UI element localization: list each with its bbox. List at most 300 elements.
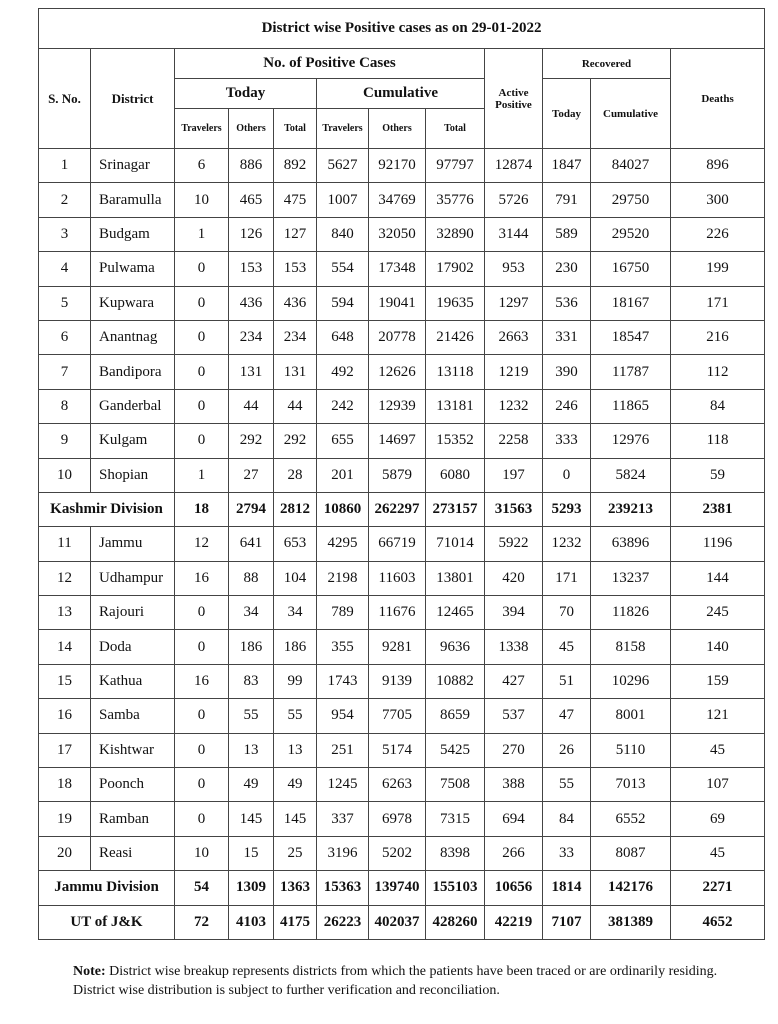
cell-active: 31563 (485, 492, 543, 526)
cell-td-trav: 0 (175, 252, 229, 286)
cell-cu-oth: 9281 (369, 630, 426, 664)
cell-district: Srinagar (91, 149, 175, 183)
cell-cu-oth: 6263 (369, 768, 426, 802)
header-today: Today (175, 79, 317, 109)
cell-district: Udhampur (91, 561, 175, 595)
cell-rec-cum: 13237 (591, 561, 671, 595)
cell-td-trav: 18 (175, 492, 229, 526)
cell-cu-oth: 262297 (369, 492, 426, 526)
cell-cu-oth: 19041 (369, 286, 426, 320)
note-label: Note: (73, 964, 106, 979)
table-row (39, 424, 765, 458)
table-row (39, 458, 765, 492)
cell-cu-trav: 5627 (317, 149, 369, 183)
cell-td-oth: 34 (229, 596, 274, 630)
cell-deaths: 300 (671, 183, 765, 217)
division-row (39, 492, 765, 526)
cell-cu-oth: 402037 (369, 905, 426, 939)
cell-td-oth: 1309 (229, 871, 274, 905)
table-row (39, 768, 765, 802)
division-row (39, 871, 765, 905)
cell-deaths: 2381 (671, 492, 765, 526)
cell-sno: 7 (39, 355, 91, 389)
cell-rec-cum: 8087 (591, 836, 671, 870)
cell-td-tot: 28 (274, 458, 317, 492)
cell-td-tot: 653 (274, 527, 317, 561)
cell-district: Ganderbal (91, 389, 175, 423)
table-row (39, 149, 765, 183)
cell-sno: 5 (39, 286, 91, 320)
cell-cu-trav: 655 (317, 424, 369, 458)
cell-active: 1338 (485, 630, 543, 664)
cell-rec-today: 84 (543, 802, 591, 836)
cell-rec-today: 333 (543, 424, 591, 458)
cell-deaths: 4652 (671, 905, 765, 939)
cell-td-oth: 44 (229, 389, 274, 423)
header-recovered-cumulative: Cumulative (591, 79, 671, 149)
cell-td-tot: 34 (274, 596, 317, 630)
table-row (39, 596, 765, 630)
cell-deaths: 121 (671, 699, 765, 733)
cell-td-oth: 145 (229, 802, 274, 836)
header-cumulative-others: Others (369, 109, 426, 149)
cell-sno: 12 (39, 561, 91, 595)
cell-td-trav: 1 (175, 217, 229, 251)
cell-td-trav: 1 (175, 458, 229, 492)
cell-sno: 6 (39, 320, 91, 354)
header-district: District (91, 49, 175, 149)
table-row (39, 286, 765, 320)
cell-cu-oth: 32050 (369, 217, 426, 251)
cell-active: 42219 (485, 905, 543, 939)
cell-rec-today: 47 (543, 699, 591, 733)
cell-active: 1219 (485, 355, 543, 389)
cell-rec-cum: 8158 (591, 630, 671, 664)
cell-cu-oth: 66719 (369, 527, 426, 561)
cell-deaths: 107 (671, 768, 765, 802)
cell-deaths: 245 (671, 596, 765, 630)
cell-td-oth: 126 (229, 217, 274, 251)
header-today-travelers: Travelers (175, 109, 229, 149)
cell-td-trav: 0 (175, 424, 229, 458)
cell-sno: 20 (39, 836, 91, 870)
cell-active: 694 (485, 802, 543, 836)
table-row (39, 217, 765, 251)
cell-rec-today: 331 (543, 320, 591, 354)
cell-cu-trav: 242 (317, 389, 369, 423)
cell-rec-cum: 11826 (591, 596, 671, 630)
cell-rec-cum: 11787 (591, 355, 671, 389)
cell-cu-tot: 6080 (426, 458, 485, 492)
positive-cases-table (38, 8, 765, 940)
cell-cu-oth: 34769 (369, 183, 426, 217)
cell-cu-oth: 12626 (369, 355, 426, 389)
table-body (39, 149, 765, 940)
cell-rec-cum: 16750 (591, 252, 671, 286)
report-page (38, 8, 764, 940)
cell-cu-oth: 6978 (369, 802, 426, 836)
cell-rec-cum: 6552 (591, 802, 671, 836)
cell-active: 12874 (485, 149, 543, 183)
cell-sno: 16 (39, 699, 91, 733)
cell-cu-trav: 1245 (317, 768, 369, 802)
cell-td-oth: 186 (229, 630, 274, 664)
cell-rec-cum: 18167 (591, 286, 671, 320)
cell-cu-tot: 19635 (426, 286, 485, 320)
cell-td-oth: 436 (229, 286, 274, 320)
cell-cu-oth: 20778 (369, 320, 426, 354)
cell-rec-cum: 29520 (591, 217, 671, 251)
cell-td-trav: 16 (175, 664, 229, 698)
cell-td-oth: 13 (229, 733, 274, 767)
cell-cu-oth: 9139 (369, 664, 426, 698)
cell-rec-today: 70 (543, 596, 591, 630)
cell-cu-trav: 789 (317, 596, 369, 630)
cell-rec-cum: 29750 (591, 183, 671, 217)
header-today-others: Others (229, 109, 274, 149)
table-row (39, 527, 765, 561)
cell-cu-trav: 1007 (317, 183, 369, 217)
cell-active: 394 (485, 596, 543, 630)
cell-td-tot: 292 (274, 424, 317, 458)
cell-sno: 18 (39, 768, 91, 802)
cell-deaths: 59 (671, 458, 765, 492)
cell-deaths: 45 (671, 836, 765, 870)
cell-cu-tot: 12465 (426, 596, 485, 630)
cell-rec-cum: 84027 (591, 149, 671, 183)
cell-td-oth: 2794 (229, 492, 274, 526)
cell-td-tot: 1363 (274, 871, 317, 905)
cell-td-tot: 55 (274, 699, 317, 733)
cell-rec-cum: 239213 (591, 492, 671, 526)
cell-td-tot: 44 (274, 389, 317, 423)
cell-deaths: 69 (671, 802, 765, 836)
cell-cu-tot: 32890 (426, 217, 485, 251)
cell-district: Rajouri (91, 596, 175, 630)
cell-td-oth: 886 (229, 149, 274, 183)
cell-district: Pulwama (91, 252, 175, 286)
cell-cu-trav: 201 (317, 458, 369, 492)
cell-cu-trav: 648 (317, 320, 369, 354)
header-active-positive: Active Positive (485, 49, 543, 149)
cell-cu-tot: 97797 (426, 149, 485, 183)
cell-td-tot: 131 (274, 355, 317, 389)
cell-sno: 4 (39, 252, 91, 286)
cell-td-trav: 10 (175, 836, 229, 870)
cell-active: 953 (485, 252, 543, 286)
cell-cu-oth: 7705 (369, 699, 426, 733)
cell-rec-today: 246 (543, 389, 591, 423)
cell-district: Kathua (91, 664, 175, 698)
header-cumulative-travelers: Travelers (317, 109, 369, 149)
ut-total-row (39, 905, 765, 939)
table-row (39, 252, 765, 286)
cell-rec-cum: 8001 (591, 699, 671, 733)
cell-district: Budgam (91, 217, 175, 251)
cell-td-trav: 0 (175, 320, 229, 354)
header-cumulative-total: Total (426, 109, 485, 149)
cell-active: 420 (485, 561, 543, 595)
cell-cu-trav: 10860 (317, 492, 369, 526)
cell-district: Shopian (91, 458, 175, 492)
cell-cu-tot: 35776 (426, 183, 485, 217)
cell-td-oth: 88 (229, 561, 274, 595)
cell-sno: 1 (39, 149, 91, 183)
cell-sno: 17 (39, 733, 91, 767)
cell-cu-oth: 17348 (369, 252, 426, 286)
cell-rec-cum: 10296 (591, 664, 671, 698)
cell-rec-today: 55 (543, 768, 591, 802)
cell-td-tot: 104 (274, 561, 317, 595)
header-cumulative: Cumulative (317, 79, 485, 109)
cell-active: 1232 (485, 389, 543, 423)
cell-td-oth: 49 (229, 768, 274, 802)
cell-sno: 10 (39, 458, 91, 492)
table-row (39, 561, 765, 595)
cell-deaths: 226 (671, 217, 765, 251)
cell-cu-oth: 12939 (369, 389, 426, 423)
cell-deaths: 159 (671, 664, 765, 698)
cell-cu-tot: 5425 (426, 733, 485, 767)
cell-cu-trav: 594 (317, 286, 369, 320)
table-row (39, 630, 765, 664)
cell-td-tot: 13 (274, 733, 317, 767)
cell-deaths: 199 (671, 252, 765, 286)
cell-td-trav: 0 (175, 699, 229, 733)
cell-rec-cum: 63896 (591, 527, 671, 561)
cell-td-tot: 186 (274, 630, 317, 664)
cell-rec-cum: 18547 (591, 320, 671, 354)
cell-rec-today: 45 (543, 630, 591, 664)
cell-rec-today: 536 (543, 286, 591, 320)
cell-td-trav: 0 (175, 733, 229, 767)
cell-deaths: 2271 (671, 871, 765, 905)
table-row (39, 733, 765, 767)
cell-td-tot: 25 (274, 836, 317, 870)
cell-cu-trav: 1743 (317, 664, 369, 698)
cell-cu-oth: 5879 (369, 458, 426, 492)
cell-rec-cum: 11865 (591, 389, 671, 423)
cell-cu-oth: 139740 (369, 871, 426, 905)
division-name: Jammu Division (39, 871, 175, 905)
cell-district: Doda (91, 630, 175, 664)
cell-active: 10656 (485, 871, 543, 905)
cell-district: Kupwara (91, 286, 175, 320)
cell-cu-oth: 11603 (369, 561, 426, 595)
cell-rec-cum: 12976 (591, 424, 671, 458)
cell-cu-tot: 15352 (426, 424, 485, 458)
cell-active: 388 (485, 768, 543, 802)
cell-cu-trav: 554 (317, 252, 369, 286)
cell-cu-trav: 4295 (317, 527, 369, 561)
cell-td-oth: 27 (229, 458, 274, 492)
cell-district: Anantnag (91, 320, 175, 354)
cell-td-oth: 234 (229, 320, 274, 354)
cell-cu-tot: 9636 (426, 630, 485, 664)
cell-td-tot: 892 (274, 149, 317, 183)
cell-td-trav: 10 (175, 183, 229, 217)
division-name: UT of J&K (39, 905, 175, 939)
cell-cu-trav: 355 (317, 630, 369, 664)
table-row (39, 320, 765, 354)
cell-cu-trav: 3196 (317, 836, 369, 870)
cell-deaths: 896 (671, 149, 765, 183)
cell-cu-trav: 15363 (317, 871, 369, 905)
cell-td-trav: 0 (175, 768, 229, 802)
cell-rec-cum: 381389 (591, 905, 671, 939)
cell-cu-oth: 14697 (369, 424, 426, 458)
cell-cu-tot: 13118 (426, 355, 485, 389)
cell-deaths: 171 (671, 286, 765, 320)
cell-cu-tot: 21426 (426, 320, 485, 354)
cell-td-trav: 72 (175, 905, 229, 939)
cell-td-tot: 127 (274, 217, 317, 251)
cell-td-tot: 99 (274, 664, 317, 698)
cell-district: Ramban (91, 802, 175, 836)
cell-sno: 2 (39, 183, 91, 217)
division-name: Kashmir Division (39, 492, 175, 526)
cell-cu-tot: 8659 (426, 699, 485, 733)
cell-deaths: 45 (671, 733, 765, 767)
cell-rec-today: 390 (543, 355, 591, 389)
cell-cu-trav: 2198 (317, 561, 369, 595)
footnote (73, 962, 733, 1000)
cell-rec-today: 1814 (543, 871, 591, 905)
cell-active: 5726 (485, 183, 543, 217)
table-row (39, 802, 765, 836)
cell-rec-cum: 5824 (591, 458, 671, 492)
cell-district: Reasi (91, 836, 175, 870)
cell-rec-today: 51 (543, 664, 591, 698)
cell-sno: 14 (39, 630, 91, 664)
cell-td-oth: 131 (229, 355, 274, 389)
cell-rec-cum: 7013 (591, 768, 671, 802)
header-deaths: Deaths (671, 49, 765, 149)
cell-cu-tot: 13801 (426, 561, 485, 595)
cell-active: 537 (485, 699, 543, 733)
header-sno: S. No. (39, 49, 91, 149)
cell-deaths: 84 (671, 389, 765, 423)
cell-rec-today: 1847 (543, 149, 591, 183)
cell-td-tot: 145 (274, 802, 317, 836)
header-recovered-today: Today (543, 79, 591, 149)
cell-cu-oth: 5174 (369, 733, 426, 767)
cell-sno: 19 (39, 802, 91, 836)
cell-sno: 3 (39, 217, 91, 251)
cell-deaths: 112 (671, 355, 765, 389)
cell-cu-trav: 492 (317, 355, 369, 389)
cell-td-trav: 0 (175, 355, 229, 389)
cell-td-tot: 475 (274, 183, 317, 217)
cell-td-tot: 234 (274, 320, 317, 354)
cell-td-oth: 153 (229, 252, 274, 286)
cell-active: 5922 (485, 527, 543, 561)
cell-cu-tot: 71014 (426, 527, 485, 561)
cell-td-tot: 2812 (274, 492, 317, 526)
cell-td-oth: 465 (229, 183, 274, 217)
cell-cu-tot: 17902 (426, 252, 485, 286)
table-row (39, 389, 765, 423)
cell-td-oth: 641 (229, 527, 274, 561)
cell-td-trav: 12 (175, 527, 229, 561)
cell-cu-trav: 840 (317, 217, 369, 251)
cell-td-trav: 54 (175, 871, 229, 905)
cell-rec-today: 589 (543, 217, 591, 251)
cell-cu-oth: 11676 (369, 596, 426, 630)
cell-deaths: 1196 (671, 527, 765, 561)
cell-rec-today: 171 (543, 561, 591, 595)
cell-rec-today: 33 (543, 836, 591, 870)
cell-td-oth: 55 (229, 699, 274, 733)
note-text: District wise breakup represents districts from which the patients have been traced or are ordinarily residing. District wise distribution is subject to further verification and reconciliation. (73, 964, 718, 998)
table-row (39, 355, 765, 389)
header-recovered: Recovered (543, 49, 671, 79)
cell-cu-tot: 7508 (426, 768, 485, 802)
cell-td-trav: 0 (175, 389, 229, 423)
cell-active: 270 (485, 733, 543, 767)
cell-district: Poonch (91, 768, 175, 802)
cell-cu-trav: 954 (317, 699, 369, 733)
table-row (39, 836, 765, 870)
cell-rec-cum: 5110 (591, 733, 671, 767)
cell-rec-today: 791 (543, 183, 591, 217)
cell-rec-today: 5293 (543, 492, 591, 526)
cell-cu-trav: 26223 (317, 905, 369, 939)
table-title: District wise Positive cases as on 29-01-2022 (39, 9, 765, 49)
cell-active: 3144 (485, 217, 543, 251)
header-today-total: Total (274, 109, 317, 149)
cell-active: 197 (485, 458, 543, 492)
cell-cu-tot: 8398 (426, 836, 485, 870)
cell-deaths: 216 (671, 320, 765, 354)
cell-district: Kishtwar (91, 733, 175, 767)
cell-cu-tot: 7315 (426, 802, 485, 836)
cell-cu-oth: 92170 (369, 149, 426, 183)
cell-sno: 15 (39, 664, 91, 698)
cell-rec-today: 7107 (543, 905, 591, 939)
cell-sno: 8 (39, 389, 91, 423)
cell-td-tot: 49 (274, 768, 317, 802)
cell-rec-today: 230 (543, 252, 591, 286)
cell-rec-today: 1232 (543, 527, 591, 561)
cell-district: Samba (91, 699, 175, 733)
cell-cu-tot: 273157 (426, 492, 485, 526)
table-row (39, 664, 765, 698)
cell-active: 1297 (485, 286, 543, 320)
cell-td-oth: 15 (229, 836, 274, 870)
cell-district: Jammu (91, 527, 175, 561)
cell-rec-today: 0 (543, 458, 591, 492)
cell-sno: 9 (39, 424, 91, 458)
cell-td-trav: 0 (175, 596, 229, 630)
cell-active: 2663 (485, 320, 543, 354)
cell-cu-tot: 428260 (426, 905, 485, 939)
cell-deaths: 140 (671, 630, 765, 664)
cell-deaths: 144 (671, 561, 765, 595)
cell-td-trav: 0 (175, 286, 229, 320)
cell-td-trav: 6 (175, 149, 229, 183)
cell-rec-cum: 142176 (591, 871, 671, 905)
cell-deaths: 118 (671, 424, 765, 458)
cell-sno: 13 (39, 596, 91, 630)
cell-active: 427 (485, 664, 543, 698)
cell-cu-tot: 13181 (426, 389, 485, 423)
cell-cu-trav: 251 (317, 733, 369, 767)
cell-cu-tot: 155103 (426, 871, 485, 905)
cell-td-oth: 83 (229, 664, 274, 698)
cell-active: 266 (485, 836, 543, 870)
cell-td-trav: 16 (175, 561, 229, 595)
